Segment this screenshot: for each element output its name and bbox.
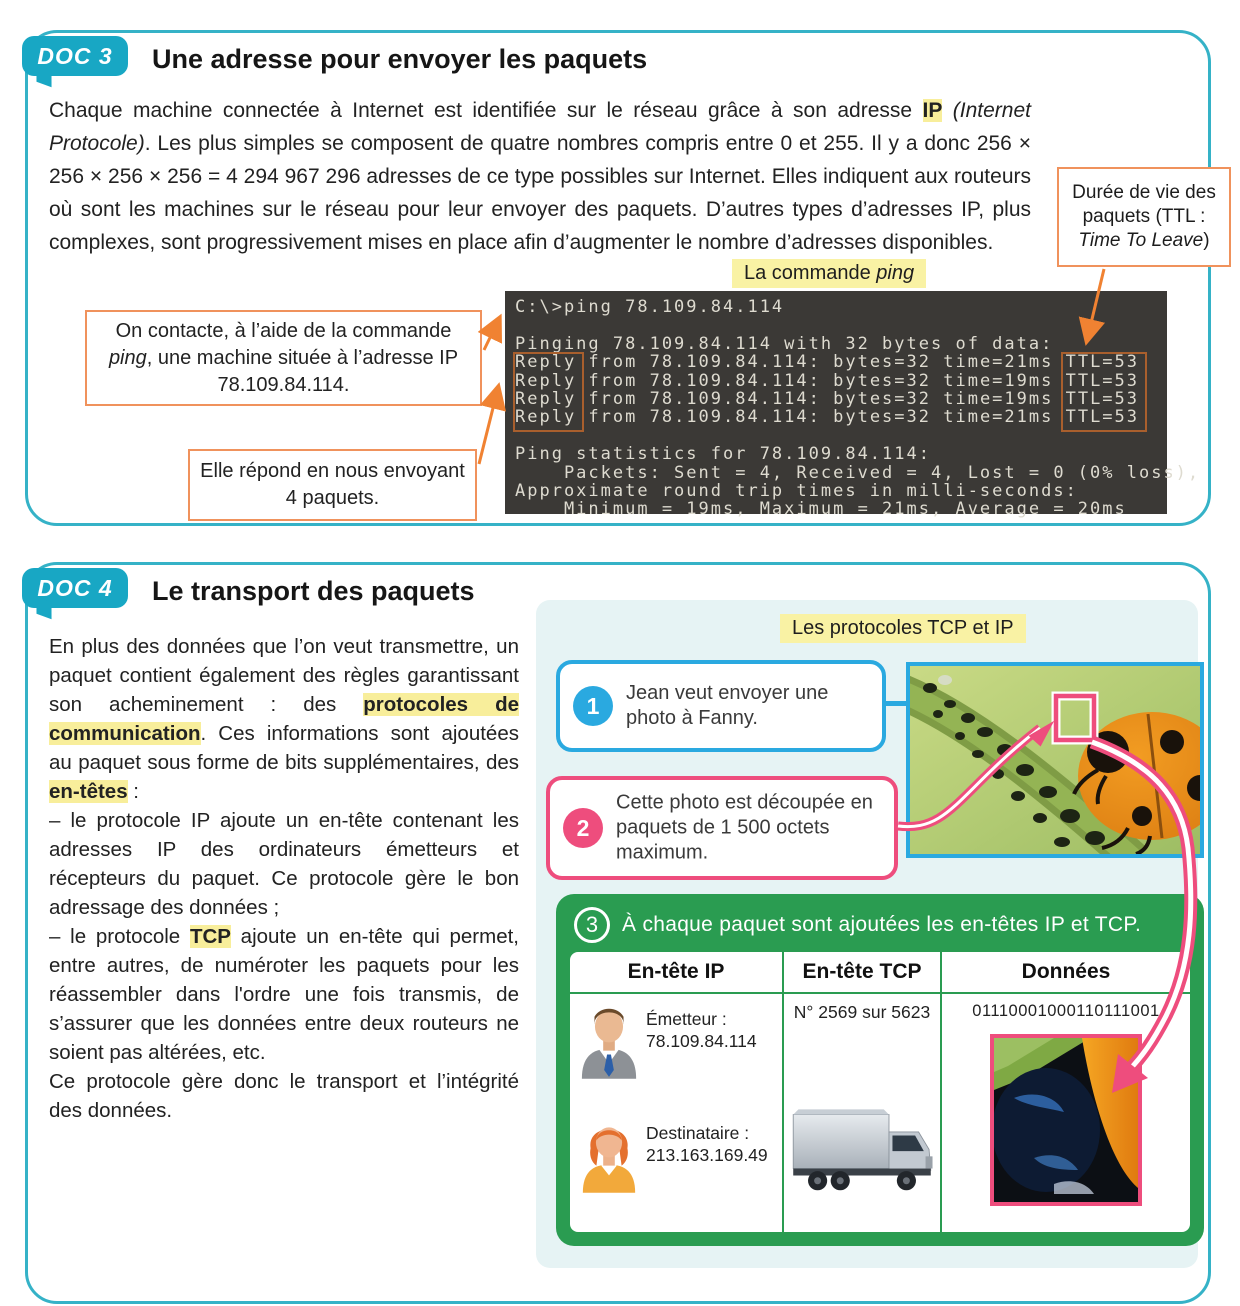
reply-word: Reply <box>515 388 577 409</box>
doc4-paragraph-1 <box>49 632 519 806</box>
receiver-group <box>578 1114 768 1194</box>
ttl-value: TTL=53 <box>1065 388 1140 409</box>
truck-icon <box>788 1102 936 1202</box>
ttl-note-lead: Durée de vie des paquets (TTL : <box>1072 182 1216 227</box>
reply-word: Reply <box>515 352 577 373</box>
p1-text: En plus des données que l’on veut transmettre, un paquet contient également des règles garantissant son acheminement : des <box>49 635 519 716</box>
sender-caption: Émetteur : <box>646 1009 727 1029</box>
annotation1-text <box>95 318 472 399</box>
terminal-blank-line <box>515 316 1167 334</box>
doc3-badge: DOC 3 <box>22 36 128 76</box>
terminal-stats-line: Minimum = 19ms, Maximum = 21ms, Average = 20ms <box>515 499 1127 520</box>
ip-header-cell <box>570 994 782 1232</box>
step2-bubble <box>546 776 898 880</box>
ping-label-italic: ping <box>876 262 915 284</box>
ladybug-photo <box>906 662 1204 858</box>
doc4-paragraph-4: Ce protocole gère donc le transport et l’intégrité des données. <box>49 1070 519 1122</box>
tcp-ip-diagram-label: Les protocoles TCP et IP <box>780 614 1026 643</box>
step2-number-badge: 2 <box>563 808 603 848</box>
ttl-note-italic: Time To Leave <box>1078 230 1204 251</box>
ping-command-label <box>732 259 926 288</box>
doc4-paragraph-2: – le protocole IP ajoute un en-tête contenant les adresses IP des ordinateurs émetteurs et récepteurs du paquet. Ce protocole gère le bon adressage des données ; <box>49 809 519 919</box>
annotation-ping-contact <box>85 310 482 406</box>
ping-terminal <box>505 291 1201 520</box>
terminal-stats-line: Packets: Sent = 4, Received = 4, Lost = 0 (0% loss), <box>515 462 1201 483</box>
reply-rest: from 78.109.84.114: bytes=32 time=21ms <box>576 407 1066 428</box>
doc3-paragraph <box>49 94 1031 259</box>
annotation1-lead: On contacte, à l’aide de la commande <box>115 319 452 342</box>
column-header-data: Données <box>942 952 1190 992</box>
annotation1-italic: ping <box>108 346 147 369</box>
doc3-title: Une adresse pour envoyer les paquets <box>152 44 648 74</box>
binary-data: 01110001000110111001 <box>972 1002 1160 1020</box>
ttl-value: TTL=53 <box>1065 407 1140 428</box>
sender-label <box>646 1008 757 1052</box>
doc4-title: Le transport des paquets <box>152 576 475 606</box>
reply-rest: from 78.109.84.114: bytes=32 time=19ms <box>576 370 1066 391</box>
headers-highlight: en-têtes <box>49 780 128 803</box>
p1-text-2: . Ces informations sont ajoutées au paquet sous forme de bits supplémentaires, des <box>49 722 519 774</box>
annotation1-tail: , une machine située à l’adresse IP 78.109.84.114. <box>146 346 459 396</box>
p1-text-3: : <box>127 780 140 803</box>
truck-wrap <box>788 1102 936 1207</box>
doc4-paragraph-3 <box>49 922 519 1067</box>
annotation-reply-packets: Elle répond en nous envoyant 4 paquets. <box>188 449 477 521</box>
p3-text: – le protocole <box>49 925 190 948</box>
ttl-note-box <box>1057 167 1231 267</box>
doc3-para-text-2: . Les plus simples se composent de quatre nombres compris entre 0 et 255. Il y a donc 256 × 256 × 256 × 256 = 4 294 967 296 adresses de ce type possibles sur Internet. Elles indiquent aux routeurs où sont les machines sur le réseau pour leur envoyer des paquets. D’autres types d’adresses IP, plus complexes, sont progressivement mises en place afin d’augmenter le nombre d’adresses disponibles. <box>49 132 1031 254</box>
ttl-note-close: ) <box>1203 230 1210 251</box>
tcp-header-cell <box>784 994 940 1232</box>
packet-number: N° 2569 sur 5623 <box>793 1002 931 1022</box>
p3-text-2: ajoute un en-tête qui permet, entre autres, de numéroter les paquets pour les réassembler dans l'ordre une fois transmis, de s’assurer que les données entre deux routeurs ne soient pas altérées, etc. <box>49 925 520 1064</box>
ip-highlight: IP <box>922 99 943 122</box>
reply-word: Reply <box>515 370 577 391</box>
ttl-value: TTL=53 <box>1065 370 1140 391</box>
protocols-highlight: protocoles de communication <box>49 693 519 745</box>
receiver-caption: Destinataire : <box>646 1123 750 1143</box>
step3-number-badge: 3 <box>574 907 610 943</box>
tcp-highlight: TCP <box>189 925 231 948</box>
photo-fragment-art <box>994 1038 1138 1202</box>
ping-label-text: La commande <box>744 262 877 284</box>
woman-avatar-icon <box>578 1114 640 1194</box>
terminal-pinging-line: Pinging 78.109.84.114 with 32 bytes of data: <box>515 333 1054 354</box>
receiver-ip-address: 213.163.169.49 <box>646 1145 768 1165</box>
column-header-ip: En-tête IP <box>570 952 782 992</box>
reply-column-callout-box <box>513 352 584 432</box>
packet-table <box>570 952 1190 1232</box>
step3-panel <box>556 894 1204 1246</box>
terminal-stats-line: Approximate round trip times in milli-seconds: <box>515 480 1078 501</box>
reply-word: Reply <box>515 407 577 428</box>
reply-rest: from 78.109.84.114: bytes=32 time=21ms <box>576 352 1066 373</box>
terminal-stats-line: Ping statistics for 78.109.84.114: <box>515 444 931 465</box>
ttl-column-callout-box <box>1061 352 1147 432</box>
data-cell <box>942 994 1190 1232</box>
sender-ip-address: 78.109.84.114 <box>646 1031 757 1051</box>
step3-title: À chaque paquet sont ajoutées les en-têtes IP et TCP. <box>622 913 1142 936</box>
internet-protocole-italic: (Internet Protocole) <box>49 99 1031 155</box>
reply-rest: from 78.109.84.114: bytes=32 time=19ms <box>576 388 1066 409</box>
step2-text: Cette photo est découpée en paquets de 1 500 octets maximum. <box>616 791 873 864</box>
man-avatar-icon <box>578 1000 640 1080</box>
ttl-value: TTL=53 <box>1065 352 1140 373</box>
column-header-tcp: En-tête TCP <box>784 952 940 992</box>
doc4-badge: DOC 4 <box>22 568 128 608</box>
sender-group <box>578 1000 757 1080</box>
doc3-para-text: Chaque machine connectée à Internet est identifiée sur le réseau grâce à son adresse <box>49 99 923 122</box>
step1-bubble <box>556 660 886 752</box>
step1-number-badge: 1 <box>573 686 613 726</box>
ttl-note-text <box>1063 181 1225 253</box>
step1-text: Jean veut envoyer une photo à Fanny. <box>626 682 829 729</box>
terminal-prompt-line: C:\>ping 78.109.84.114 <box>515 297 785 317</box>
photo-fragment <box>990 1034 1142 1206</box>
ladybug-photo-art <box>910 666 1200 854</box>
doc4-body-text <box>49 632 519 1125</box>
receiver-label <box>646 1122 768 1166</box>
